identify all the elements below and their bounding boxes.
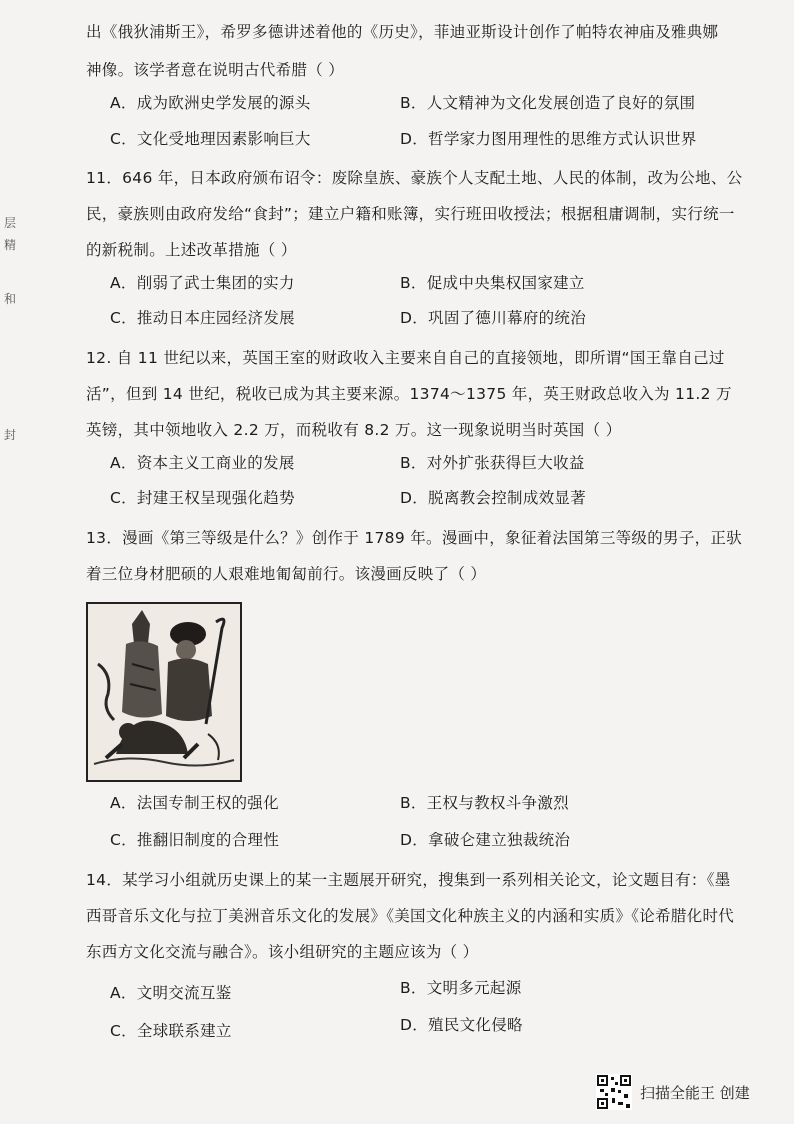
q13-option-a: A．法国专制王权的强化 bbox=[110, 794, 279, 812]
q10-option-a: A．成为欧洲史学发展的源头 bbox=[110, 94, 311, 112]
q10-stem-line1: 出《俄狄浦斯王》，希罗多德讲述着他的《历史》，菲迪亚斯设计创作了帕特农神庙及雅典娜 bbox=[86, 23, 719, 41]
q14-stem: 14．某学习小组就历史课上的某一主题展开研究，搜集到一系列相关论文，论文题目有：《墨西哥音乐文化与拉丁美洲音乐文化的发展》《美国文化种族主义的内涵和实质》《论希腊化时代东西方文化交流与融合》。该小组研究的主题应该为（ ） bbox=[86, 871, 735, 961]
q14-option-b: B．文明多元起源 bbox=[400, 979, 522, 997]
q13-option-d: D．拿破仑建立独裁统治 bbox=[400, 831, 571, 849]
q13-option-b: B．王权与教权斗争激烈 bbox=[400, 794, 569, 812]
q10-option-c: C．文化受地理因素影响巨大 bbox=[110, 130, 311, 148]
qr-code-icon bbox=[596, 1074, 632, 1110]
q10-stem-line2: 神像。该学者意在说明古代希腊（ ） bbox=[86, 61, 345, 79]
q12-stem: 12. 自 11 世纪以来，英国王室的财政收入主要来自自己的直接领地，即所谓“国王靠自己过活”，但到 14 世纪，税收已成为其主要来源。1374～1375 年，英王财政总收入为 11.2 万英镑，其中领地收入 2.2 万，而税收有 8.2 万。这一现象说明当时英国（ ） bbox=[86, 349, 732, 439]
q13-option-c: C．推翻旧制度的合理性 bbox=[110, 831, 280, 849]
q14-option-a: A．文明交流互鉴 bbox=[110, 984, 232, 1002]
q11-option-c: C．推动日本庄园经济发展 bbox=[110, 309, 295, 327]
q10-option-d: D．哲学家力图用理性的思维方式认识世界 bbox=[400, 130, 697, 148]
q14-option-d: D．殖民文化侵略 bbox=[400, 1016, 523, 1034]
q12-option-d: D．脱离教会控制成效显著 bbox=[400, 489, 587, 507]
cartoon-image bbox=[86, 602, 242, 782]
margin-mark: 精 bbox=[4, 238, 17, 252]
q10-option-b: B．人文精神为文化发展创造了良好的氛围 bbox=[400, 94, 696, 112]
q12-option-a: A．资本主义工商业的发展 bbox=[110, 454, 295, 472]
margin-mark: 和 bbox=[4, 292, 17, 306]
q12-option-c: C．封建王权呈现强化趋势 bbox=[110, 489, 295, 507]
margin-mark: 封 bbox=[4, 428, 17, 442]
q11-stem: 11．646 年，日本政府颁布诏令：废除皇族、豪族个人支配土地、人民的体制，改为公地、公民，豪族则由政府发给“食封”；建立户籍和账簿，实行班田收授法；根据租庸调制，实行统一的新税制。上述改革措施（ ） bbox=[86, 169, 743, 259]
scanner-watermark: 扫描全能王 创建 bbox=[640, 1084, 750, 1102]
q11-option-a: A．削弱了武士集团的实力 bbox=[110, 274, 295, 292]
margin-mark: 层 bbox=[4, 216, 17, 230]
q11-option-b: B．促成中央集权国家建立 bbox=[400, 274, 585, 292]
q11-option-d: D．巩固了德川幕府的统治 bbox=[400, 309, 587, 327]
q13-stem: 13．漫画《第三等级是什么？》创作于 1789 年。漫画中，象征着法国第三等级的男子，正驮着三位身材肥硕的人艰难地匍匐前行。该漫画反映了（ ） bbox=[86, 529, 743, 583]
cartoon-drawing bbox=[88, 604, 240, 780]
q12-option-b: B．对外扩张获得巨大收益 bbox=[400, 454, 585, 472]
q14-option-c: C．全球联系建立 bbox=[110, 1022, 232, 1040]
